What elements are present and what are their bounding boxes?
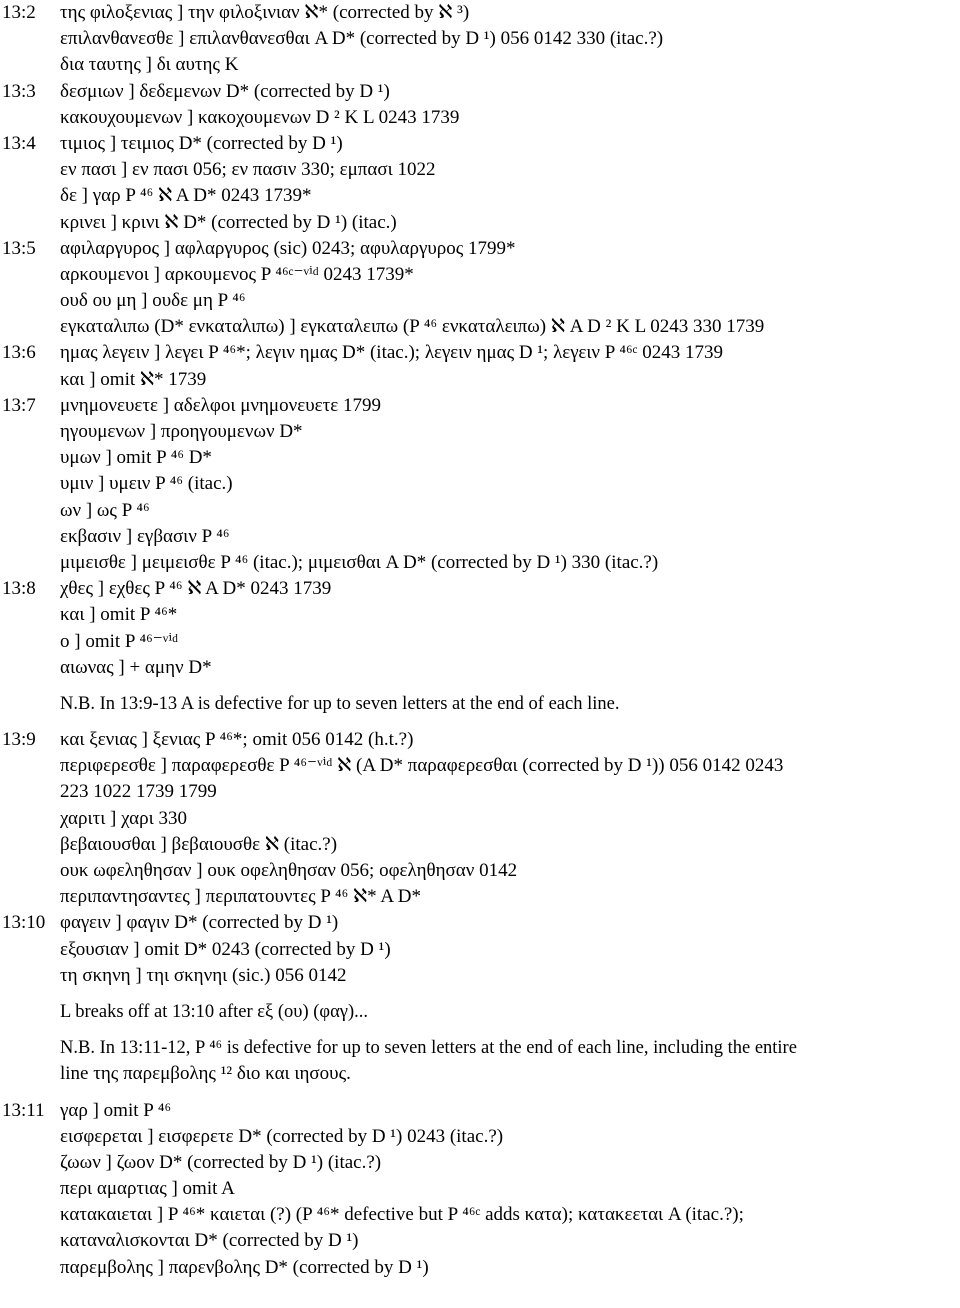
apparatus-text: εξουσιαν ] omit D* 0243 (corrected by D ¹) [60,938,391,960]
spacer [0,1025,960,1035]
apparatus-text: εισφερεται ] εισφερετε D* (corrected by D ¹) 0243 (itac.?) [60,1125,504,1147]
apparatus-text: αρκουμενοι ] αρκουμενος P ⁴⁶ᶜ⁻ᵛⁱᵈ 0243 1739* [60,263,414,285]
apparatus-line [0,183,960,209]
apparatus-line [0,105,960,131]
apparatus-line [0,131,960,157]
apparatus-text: γαρ ] omit P ⁴⁶ [60,1099,172,1121]
apparatus-text: ουδ ου μη ] ουδε μη P ⁴⁶ [60,290,246,312]
apparatus-line [0,288,960,314]
apparatus-text: μνημονευετε ] αδελφοι μνημονευετε 1799 [60,394,381,416]
apparatus-line [0,1255,960,1281]
apparatus-text: υμων ] omit P ⁴⁶ D* [60,447,212,469]
apparatus-line [0,1061,960,1087]
apparatus-line [0,236,960,262]
apparatus-text: βεβαιουσθαι ] βεβαιουσθε ℵ (itac.?) [60,833,338,855]
verse-ref: 13:9 [2,729,36,751]
verse-ref: 13:7 [2,394,36,416]
apparatus-text: χθες ] εχθες P ⁴⁶ ℵ A D* 0243 1739 [60,578,332,600]
apparatus-text: της φιλοξενιας ] την φιλοξινιαν ℵ* (corrected by ℵ ³) [60,2,470,23]
apparatus-line [0,314,960,340]
apparatus-line [0,445,960,471]
apparatus-text: καταναλισκονται D* (corrected by D ¹) [60,1230,359,1252]
apparatus-text: περιπαντησαντες ] περιπατουντες P ⁴⁶ ℵ* A D* [60,886,421,908]
apparatus-text: και ] omit P ⁴⁶* [60,604,178,626]
spacer [0,1088,960,1098]
apparatus-line [0,210,960,236]
apparatus-text: line της παρεμβολης ¹² διο και ιησους. [60,1063,351,1085]
verse-ref: 13:3 [2,80,36,102]
apparatus-line [0,629,960,655]
apparatus-line [0,1098,960,1124]
apparatus-line [0,1202,960,1228]
apparatus-text: υμιν ] υμειν P ⁴⁶ (itac.) [60,473,233,495]
apparatus-line [0,910,960,936]
apparatus-line [0,367,960,393]
apparatus-line [0,727,960,753]
note-line [0,691,960,717]
apparatus-text: και ξενιας ] ξενιας P ⁴⁶*; omit 056 0142 (h.t.?) [60,729,414,751]
apparatus-text: κρινει ] κρινι ℵ D* (corrected by D ¹) (itac.) [60,211,397,233]
spacer [0,717,960,727]
apparatus-text: χαριτι ] χαρι 330 [60,807,187,829]
apparatus-text: μιμεισθε ] μειμεισθε P ⁴⁶ (itac.); μιμεισθαι A D* (corrected by D ¹) 330 (itac.?) [60,551,659,573]
apparatus-line [0,1150,960,1176]
verse-ref: 13:4 [2,132,36,154]
apparatus-line [0,26,960,52]
apparatus-line [0,498,960,524]
apparatus-text: N.B. In 13:9-13 A is defective for up to seven letters at the end of each line. [60,693,620,714]
apparatus-text: δια ταυτης ] δι αυτης K [60,54,239,76]
apparatus-line [0,52,960,78]
apparatus-line [0,858,960,884]
apparatus-text: κατακαιεται ] P ⁴⁶* καιεται (?) (P ⁴⁶* defective but P ⁴⁶ᶜ adds κατα); κατακεεται A (itac.?); [60,1204,744,1226]
apparatus-text: ουκ ωφεληθησαν ] ουκ οφεληθησαν 056; οφεληθησαν 0142 [60,860,518,881]
apparatus-text: και ] omit ℵ* 1739 [60,368,207,390]
apparatus-text: εγκαταλιπω (D* ενκαταλιπω) ] εγκαταλειπω (P ⁴⁶ ενκαταλειπω) ℵ A D ² K L 0243 330 1739 [60,316,765,338]
apparatus-text: L breaks off at 13:10 after εξ (ου) (φαγ)... [60,1001,368,1022]
apparatus-text: δεσμιων ] δεδεμενων D* (corrected by D ¹) [60,80,390,102]
apparatus-text: αιωνας ] + αμην D* [60,656,212,678]
verse-ref: 13:10 [2,912,46,934]
apparatus-text: ηγουμενων ] προηγουμενων D* [60,421,303,442]
apparatus-line [0,655,960,681]
spacer [0,681,960,691]
apparatus-text: φαγειν ] φαγιν D* (corrected by D ¹) [60,912,339,934]
apparatus-text: περιφερεσθε ] παραφερεσθε P ⁴⁶⁻ᵛⁱᵈ ℵ (A D* παραφερεσθαι (corrected by D ¹)) 056 0142 0243 [60,755,784,777]
apparatus-line [0,340,960,366]
apparatus-text: τιμιος ] τειμιος D* (corrected by D ¹) [60,132,343,154]
apparatus-line [0,576,960,602]
verse-ref: 13:8 [2,578,36,600]
apparatus-text: παρεμβολης ] παρενβολης D* (corrected by D ¹) [60,1256,429,1278]
apparatus-line [0,524,960,550]
apparatus-line [0,419,960,445]
apparatus-text: ημας λεγειν ] λεγει P ⁴⁶*; λεγιν ημας D* (itac.); λεγειν ημας D ¹; λεγειν P ⁴⁶ᶜ 0243 1739 [60,342,723,364]
apparatus-text: τη σκηνη ] τηι σκηνηι (sic.) 056 0142 [60,964,347,986]
apparatus-line [0,393,960,419]
apparatus-text: δε ] γαρ P ⁴⁶ ℵ A D* 0243 1739* [60,185,312,207]
apparatus-line [0,832,960,858]
apparatus-text: αφιλαργυρος ] αφλαργυρος (sic) 0243; αφυλαργυρος 1799* [60,237,516,259]
verse-ref: 13:5 [2,237,36,259]
note-line [0,1035,960,1061]
apparatus-line [0,806,960,832]
verse-ref: 13:2 [2,2,36,23]
apparatus-line [0,1228,960,1254]
apparatus-text: εκβασιν ] εγβασιν P ⁴⁶ [60,525,230,547]
apparatus-text: επιλανθανεσθε ] επιλανθανεσθαι A D* (corrected by D ¹) 056 0142 330 (itac.?) [60,28,664,50]
spacer [0,989,960,999]
apparatus-text: N.B. In 13:11-12, P ⁴⁶ is defective for up to seven letters at the end of each line, including the entire [60,1038,797,1059]
apparatus-line [0,884,960,910]
apparatus-line [0,79,960,105]
apparatus-line [0,157,960,183]
apparatus-line [0,262,960,288]
apparatus-line [0,1176,960,1202]
apparatus-line [0,550,960,576]
apparatus-line [0,1124,960,1150]
apparatus-text: κακουχουμενων ] κακοχουμενων D ² K L 0243 1739 [60,106,460,128]
apparatus-line [0,0,960,26]
apparatus-text: ζωων ] ζωον D* (corrected by D ¹) (itac.?) [60,1151,382,1173]
verse-ref: 13:6 [2,342,36,364]
apparatus-line [0,471,960,497]
apparatus-line [0,779,960,805]
note-line [0,999,960,1025]
apparatus-text: εν πασι ] εν πασι 056; εν πασιν 330; εμπασι 1022 [60,159,436,181]
apparatus-line [0,602,960,628]
verse-ref: 13:11 [2,1099,45,1121]
apparatus-text: περι αμαρτιας ] omit A [60,1178,235,1200]
apparatus-line [0,937,960,963]
apparatus-text: ων ] ως P ⁴⁶ [60,499,150,521]
apparatus-line [0,753,960,779]
apparatus-text: 223 1022 1739 1799 [60,781,217,803]
apparatus-line [0,963,960,989]
apparatus-text: ο ] omit P ⁴⁶⁻ᵛⁱᵈ [60,630,179,652]
